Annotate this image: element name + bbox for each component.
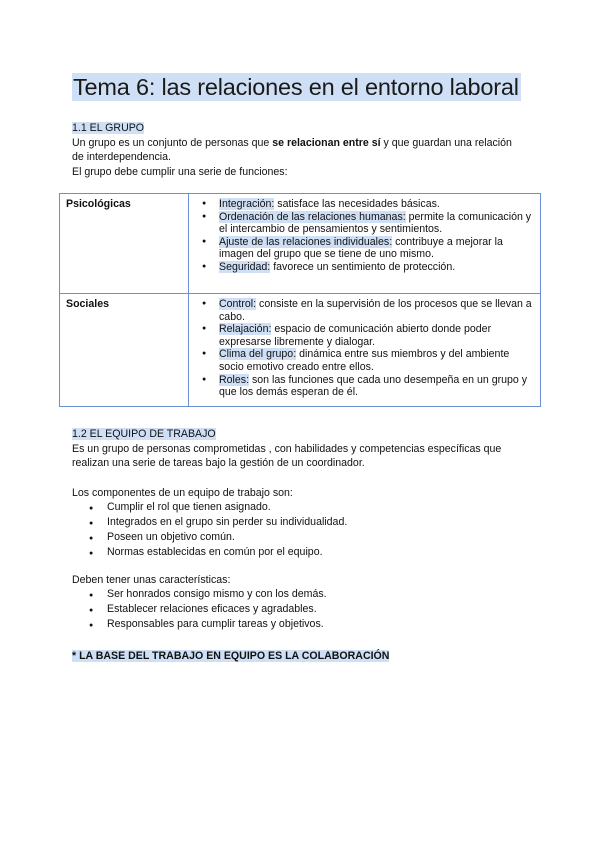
item-text: son las funciones que cada uno desempeña en un grupo y que los demás esperan de él. (219, 373, 528, 399)
intro-text: Un grupo es un conjunto de personas que (72, 137, 273, 149)
item-text: permite la comunicación y el intercambio de pensamientos y sentimientos. (219, 210, 532, 236)
item-term: Ajuste de las relaciones individuales: (219, 235, 393, 248)
list-item: ● Establecer relaciones eficaces y agradables. (72, 602, 528, 617)
section-heading-grupo (72, 121, 144, 135)
row-label: Psicológicas (60, 194, 189, 294)
section2-intro: Es un grupo de personas comprometidas , con habilidades y competencias específicas que realizan una serie de tareas bajo la gestión de un coordinador. (72, 443, 502, 469)
item-term: Seguridad: (219, 260, 271, 273)
row-label: Sociales (60, 294, 189, 407)
section1-intro (72, 136, 512, 164)
item-text: consiste en la supervisión de los procesos que se llevan a cabo. (219, 298, 532, 323)
row-content (189, 294, 541, 407)
item-term: Relajación: (219, 323, 272, 336)
intro-bold: se relacionan entre sí (272, 137, 381, 149)
section-heading-label: 1.1 EL GRUPO (72, 122, 145, 134)
list-item: ● Ser honrados consigo mismo y con los demás. (72, 587, 528, 602)
list-item (195, 374, 534, 399)
item-term: Ordenación de las relaciones humanas: (219, 210, 406, 223)
item-text: contribuye a mejorar la imagen del grupo que se tiene de uno mismo. (219, 235, 503, 261)
closing-text: * LA BASE DEL TRABAJO EN EQUIPO ES LA COLABORACIÓN (72, 650, 390, 662)
list-item (195, 236, 534, 261)
list-item: ● Integrados en el grupo sin perder su individualidad. (72, 515, 528, 530)
item-text: dinámica entre sus miembros y del ambiente socio emotivo creado entre ellos. (219, 348, 510, 373)
list-item: ● Normas establecidas en común por el equipo. (72, 545, 528, 560)
page-title: Tema 6: las relaciones en el entorno laboral (73, 74, 519, 100)
table-row (60, 194, 541, 294)
item-text: favorece un sentimiento de protección. (270, 260, 456, 273)
item-text: espacio de comunicación abierto donde poder expresarse libremente y dialogar. (219, 323, 492, 348)
table-row (60, 294, 541, 407)
intro-text-end: y que guardan una relación de interdependencia. (72, 137, 512, 163)
list-item: ● Responsables para cumplir tareas y objetivos. (72, 617, 528, 632)
traits-list (72, 587, 528, 632)
item-term: Roles: (219, 373, 250, 386)
list-item: ● Cumplir el rol que tienen asignado. (72, 500, 528, 515)
section-heading-equipo (72, 427, 216, 441)
components-title: Los componentes de un equipo de trabajo son: (72, 487, 293, 499)
list-item (195, 211, 534, 236)
item-text: satisface las necesidades básicas. (274, 198, 440, 210)
list-item (195, 198, 534, 211)
list-item (195, 323, 534, 348)
section-heading-label: 1.2 EL EQUIPO DE TRABAJO (72, 428, 216, 440)
section1-line2: El grupo debe cumplir una serie de funciones: (72, 166, 288, 178)
closing-statement (72, 646, 389, 664)
list-item (195, 348, 534, 373)
item-term: Control: (219, 298, 257, 310)
list-item (195, 298, 534, 323)
list-item: ● Poseen un objetivo común. (72, 530, 528, 545)
list-item (195, 261, 534, 274)
functions-table (59, 193, 541, 407)
traits-title: Deben tener unas características: (72, 574, 231, 586)
item-term: Integración: (219, 198, 275, 210)
row-content (189, 194, 541, 294)
item-term: Clima del grupo: (219, 348, 297, 361)
components-list (72, 500, 528, 560)
